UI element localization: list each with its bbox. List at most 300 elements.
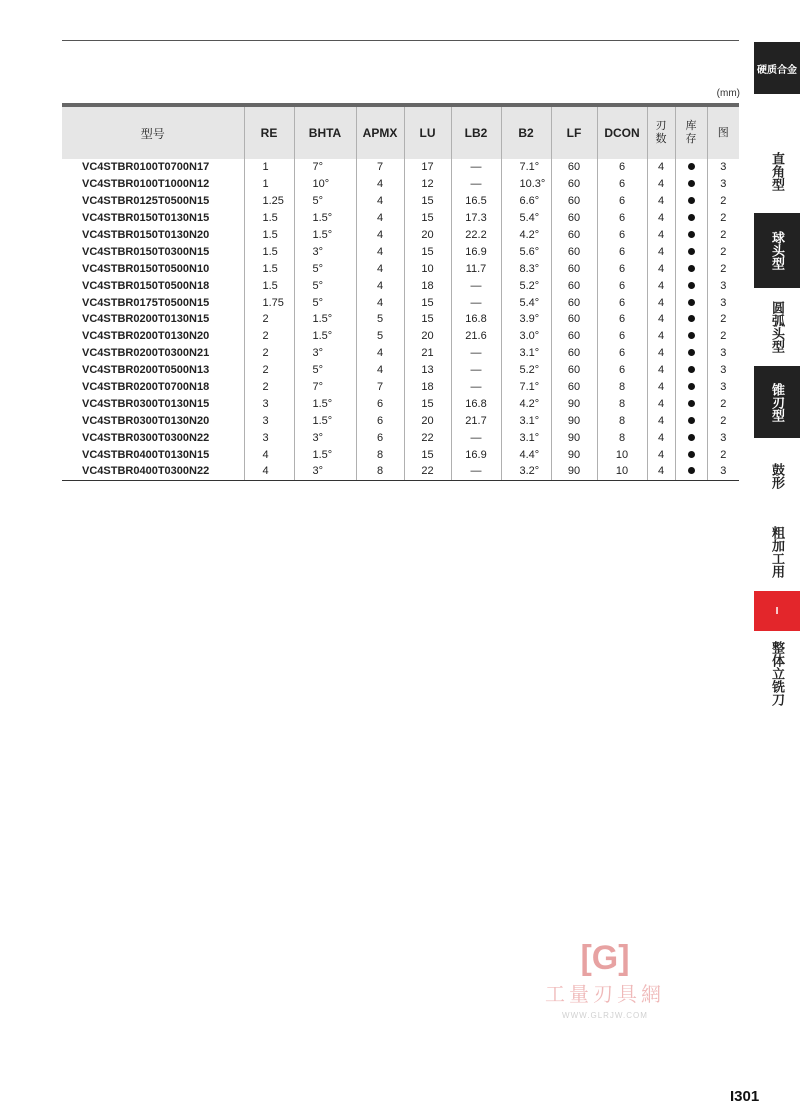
cell-lb2: 16.9 (451, 243, 501, 260)
cell-lu: 18 (404, 277, 451, 294)
cell-re: 1.5 (244, 260, 294, 277)
table-row (62, 176, 739, 193)
cell-lf: 60 (551, 159, 597, 176)
table-row (62, 243, 739, 260)
in-stock-dot-icon (688, 434, 695, 441)
watermark-url: WWW.GLRJW.COM (562, 1011, 648, 1020)
cell-lf: 90 (551, 412, 597, 429)
cell-figure: 3 (707, 345, 739, 362)
cell-lu: 18 (404, 379, 451, 396)
table-row (62, 294, 739, 311)
cell-dcon: 6 (597, 260, 647, 277)
cell-dcon: 6 (597, 193, 647, 210)
cell-lf: 60 (551, 362, 597, 379)
cell-lu: 15 (404, 311, 451, 328)
cell-lu: 15 (404, 210, 451, 227)
cell-flutes: 4 (647, 227, 675, 244)
cell-figure: 3 (707, 429, 739, 446)
cell-dcon: 10 (597, 446, 647, 463)
table-row (62, 328, 739, 345)
cell-b2: 4.2° (501, 395, 551, 412)
cell-lf: 60 (551, 345, 597, 362)
cell-dcon: 6 (597, 277, 647, 294)
side-tab-0[interactable] (754, 42, 800, 94)
cell-lb2: 16.8 (451, 395, 501, 412)
cell-bhta: 1.5° (294, 328, 356, 345)
cell-b2: 5.6° (501, 243, 551, 260)
cell-stock (675, 446, 707, 463)
cell-bhta: 7° (294, 159, 356, 176)
cell-dcon: 8 (597, 379, 647, 396)
cell-re: 3 (244, 395, 294, 412)
cell-lf: 60 (551, 311, 597, 328)
cell-bhta: 5° (294, 260, 356, 277)
in-stock-dot-icon (688, 197, 695, 204)
cell-b2: 5.4° (501, 294, 551, 311)
cell-model: VC4STBR0300T0300N22 (82, 431, 210, 444)
cell-dcon: 6 (597, 227, 647, 244)
cell-apmx: 4 (356, 193, 404, 210)
table-row (62, 277, 739, 294)
cell-lf: 60 (551, 193, 597, 210)
cell-lf: 90 (551, 395, 597, 412)
cell-flutes: 4 (647, 395, 675, 412)
cell-flutes: 4 (647, 345, 675, 362)
cell-b2: 6.6° (501, 193, 551, 210)
cell-re: 3 (244, 429, 294, 446)
cell-apmx: 4 (356, 243, 404, 260)
cell-bhta: 3° (294, 345, 356, 362)
cell-stock (675, 328, 707, 345)
side-tab-3[interactable] (754, 291, 800, 363)
cell-lb2: — (451, 294, 501, 311)
cell-lu: 22 (404, 463, 451, 480)
cell-b2: 3.0° (501, 328, 551, 345)
cell-re: 2 (244, 345, 294, 362)
cell-re: 4 (244, 463, 294, 480)
cell-lb2: 16.8 (451, 311, 501, 328)
cell-flutes: 4 (647, 311, 675, 328)
cell-b2: 8.3° (501, 260, 551, 277)
side-tab-label: 整体立铣刀 (770, 640, 785, 706)
cell-apmx: 6 (356, 412, 404, 429)
cell-flutes: 4 (647, 176, 675, 193)
table-row (62, 159, 739, 176)
cell-b2: 3.1° (501, 429, 551, 446)
side-tab-label: 粗加工用 (770, 525, 785, 578)
side-tab-label: 锥刃型 (770, 382, 785, 422)
cell-lu: 20 (404, 227, 451, 244)
table-row (62, 446, 739, 463)
cell-b2: 4.2° (501, 227, 551, 244)
watermark (535, 940, 675, 1020)
cell-model: VC4STBR0125T0500N15 (82, 195, 210, 208)
cell-figure: 3 (707, 277, 739, 294)
cell-dcon: 8 (597, 412, 647, 429)
cell-lu: 10 (404, 260, 451, 277)
cell-stock (675, 395, 707, 412)
cell-re: 1 (244, 159, 294, 176)
cell-dcon: 8 (597, 395, 647, 412)
cell-flutes: 4 (647, 159, 675, 176)
cell-dcon: 10 (597, 463, 647, 480)
cell-model: VC4STBR0100T0700N17 (82, 161, 210, 174)
in-stock-dot-icon (688, 163, 695, 170)
cell-lf: 60 (551, 260, 597, 277)
cell-b2: 3.1° (501, 345, 551, 362)
cell-flutes: 4 (647, 193, 675, 210)
cell-model: VC4STBR0150T0300N15 (82, 245, 210, 258)
cell-b2: 7.1° (501, 379, 551, 396)
cell-lf: 60 (551, 176, 597, 193)
cell-lf: 60 (551, 294, 597, 311)
cell-flutes: 4 (647, 294, 675, 311)
header-figure: 图 (707, 105, 739, 159)
spec-table (62, 103, 739, 481)
cell-b2: 3.2° (501, 463, 551, 480)
cell-lf: 60 (551, 210, 597, 227)
cell-flutes: 4 (647, 429, 675, 446)
watermark-name: 工量刃具網 (545, 984, 665, 1006)
cell-figure: 2 (707, 328, 739, 345)
cell-apmx: 4 (356, 176, 404, 193)
cell-figure: 2 (707, 243, 739, 260)
header-stock-text: 库 存 (685, 120, 697, 145)
cell-apmx: 4 (356, 260, 404, 277)
cell-figure: 2 (707, 395, 739, 412)
table-row (62, 260, 739, 277)
cell-stock (675, 159, 707, 176)
cell-model: VC4STBR0300T0130N20 (82, 414, 210, 427)
cell-lf: 90 (551, 429, 597, 446)
cell-bhta: 5° (294, 277, 356, 294)
cell-b2: 5.2° (501, 362, 551, 379)
side-tab-8[interactable] (754, 633, 800, 713)
side-tab-label: 圆弧头型 (770, 301, 785, 353)
cell-flutes: 4 (647, 412, 675, 429)
cell-dcon: 6 (597, 345, 647, 362)
table-row (62, 193, 739, 210)
header-stock (675, 105, 707, 159)
cell-stock (675, 176, 707, 193)
cell-lu: 20 (404, 412, 451, 429)
side-tab-label: 硬质合金 (757, 64, 797, 76)
cell-flutes: 4 (647, 243, 675, 260)
cell-stock (675, 412, 707, 429)
cell-re: 1 (244, 176, 294, 193)
header-lb2: LB2 (451, 105, 501, 159)
cell-dcon: 6 (597, 159, 647, 176)
cell-b2: 5.4° (501, 210, 551, 227)
table-row (62, 210, 739, 227)
cell-re: 1.75 (244, 294, 294, 311)
cell-figure: 3 (707, 362, 739, 379)
cell-re: 1.5 (244, 210, 294, 227)
table-row (62, 362, 739, 379)
cell-bhta: 3° (294, 243, 356, 260)
cell-dcon: 6 (597, 210, 647, 227)
cell-lu: 15 (404, 294, 451, 311)
cell-model: VC4STBR0200T0700N18 (82, 381, 210, 394)
in-stock-dot-icon (688, 180, 695, 187)
header-lf: LF (551, 105, 597, 159)
cell-stock (675, 463, 707, 480)
cell-re: 1.5 (244, 227, 294, 244)
cell-bhta: 5° (294, 294, 356, 311)
cell-stock (675, 260, 707, 277)
cell-stock (675, 243, 707, 260)
side-tab-2[interactable] (754, 213, 800, 288)
header-flutes (647, 105, 675, 159)
table-row (62, 429, 739, 446)
in-stock-dot-icon (688, 383, 695, 390)
cell-lf: 60 (551, 277, 597, 294)
table-row (62, 463, 739, 480)
cell-lu: 21 (404, 345, 451, 362)
cell-figure: 3 (707, 463, 739, 480)
in-stock-dot-icon (688, 417, 695, 424)
cell-figure: 2 (707, 311, 739, 328)
cell-model: VC4STBR0200T0130N15 (82, 313, 210, 326)
cell-re: 2 (244, 362, 294, 379)
cell-lb2: — (451, 429, 501, 446)
side-tab-1[interactable] (754, 132, 800, 210)
cell-re: 1.5 (244, 277, 294, 294)
in-stock-dot-icon (688, 366, 695, 373)
cell-stock (675, 345, 707, 362)
cell-model: VC4STBR0200T0300N21 (82, 347, 210, 360)
cell-dcon: 6 (597, 362, 647, 379)
top-rule (62, 40, 739, 41)
cell-figure: 2 (707, 412, 739, 429)
cell-lf: 90 (551, 463, 597, 480)
cell-lb2: 16.9 (451, 446, 501, 463)
cell-flutes: 4 (647, 328, 675, 345)
side-tab-label: 球头型 (770, 231, 785, 270)
cell-apmx: 5 (356, 328, 404, 345)
cell-re: 1.5 (244, 243, 294, 260)
cell-lu: 20 (404, 328, 451, 345)
cell-lb2: — (451, 345, 501, 362)
side-tab-5[interactable] (754, 441, 800, 511)
table-row (62, 395, 739, 412)
page-number: I301 (730, 1088, 760, 1105)
cell-model: VC4STBR0175T0500N15 (82, 296, 210, 309)
in-stock-dot-icon (688, 349, 695, 356)
cell-figure: 3 (707, 159, 739, 176)
cell-b2: 10.3° (501, 176, 551, 193)
header-dcon: DCON (597, 105, 647, 159)
cell-stock (675, 210, 707, 227)
cell-bhta: 3° (294, 429, 356, 446)
cell-model: VC4STBR0400T0130N15 (82, 448, 210, 461)
cell-model: VC4STBR0150T0500N18 (82, 279, 210, 292)
table-row (62, 345, 739, 362)
cell-re: 2 (244, 328, 294, 345)
cell-figure: 2 (707, 210, 739, 227)
cell-lf: 90 (551, 446, 597, 463)
cell-model: VC4STBR0200T0130N20 (82, 330, 210, 343)
in-stock-dot-icon (688, 332, 695, 339)
cell-lu: 22 (404, 429, 451, 446)
cell-flutes: 4 (647, 260, 675, 277)
side-tab-label: 直角型 (770, 151, 785, 191)
in-stock-dot-icon (688, 282, 695, 289)
cell-lf: 60 (551, 243, 597, 260)
cell-lf: 60 (551, 379, 597, 396)
side-tab-label: 鼓形 (770, 463, 785, 489)
cell-stock (675, 294, 707, 311)
in-stock-dot-icon (688, 315, 695, 322)
cell-model: VC4STBR0150T0130N15 (82, 212, 210, 225)
cell-bhta: 1.5° (294, 395, 356, 412)
cell-re: 1.25 (244, 193, 294, 210)
table-body (62, 159, 739, 480)
cell-lu: 15 (404, 243, 451, 260)
cell-model: VC4STBR0200T0500N13 (82, 364, 210, 377)
cell-apmx: 4 (356, 227, 404, 244)
cell-lb2: — (451, 176, 501, 193)
cell-dcon: 6 (597, 176, 647, 193)
cell-bhta: 5° (294, 193, 356, 210)
cell-flutes: 4 (647, 210, 675, 227)
cell-lb2: 11.7 (451, 260, 501, 277)
cell-stock (675, 362, 707, 379)
in-stock-dot-icon (688, 214, 695, 221)
cell-stock (675, 227, 707, 244)
in-stock-dot-icon (688, 248, 695, 255)
header-re: RE (244, 105, 294, 159)
cell-lb2: 21.7 (451, 412, 501, 429)
cell-lu: 17 (404, 159, 451, 176)
cell-apmx: 7 (356, 379, 404, 396)
cell-lf: 60 (551, 227, 597, 244)
cell-lb2: — (451, 362, 501, 379)
cell-model: VC4STBR0400T0300N22 (62, 463, 244, 480)
cell-b2: 3.9° (501, 311, 551, 328)
cell-re: 2 (244, 379, 294, 396)
cell-lb2: — (451, 277, 501, 294)
cell-bhta: 1.5° (294, 446, 356, 463)
cell-figure: 2 (707, 446, 739, 463)
cell-model: VC4STBR0150T0130N20 (82, 229, 210, 241)
cell-re: 3 (244, 412, 294, 429)
cell-apmx: 6 (356, 395, 404, 412)
cell-bhta: 10° (294, 176, 356, 193)
cell-b2: 5.2° (501, 277, 551, 294)
cell-lb2: 16.5 (451, 193, 501, 210)
cell-lb2: 22.2 (451, 227, 501, 244)
cell-b2: 3.1° (501, 412, 551, 429)
cell-stock (675, 193, 707, 210)
cell-lb2: — (451, 463, 501, 480)
cell-bhta: 1.5° (294, 412, 356, 429)
cell-figure: 3 (707, 176, 739, 193)
cell-apmx: 8 (356, 446, 404, 463)
cell-apmx: 4 (356, 362, 404, 379)
cell-apmx: 7 (356, 159, 404, 176)
cell-apmx: 4 (356, 277, 404, 294)
cell-model: VC4STBR0300T0130N15 (82, 397, 210, 410)
cell-model: VC4STBR0100T1000N12 (82, 178, 210, 191)
in-stock-dot-icon (688, 231, 695, 238)
cell-stock (675, 379, 707, 396)
cell-apmx: 4 (356, 345, 404, 362)
side-tab-label: I (775, 605, 779, 617)
table-row (62, 379, 739, 396)
cell-stock (675, 277, 707, 294)
in-stock-dot-icon (688, 467, 695, 474)
cell-bhta: 1.5° (294, 210, 356, 227)
cell-bhta: 1.5° (294, 311, 356, 328)
header-flutes-text: 刃 数 (655, 120, 667, 145)
table-row (62, 227, 739, 244)
side-tab-4[interactable] (754, 366, 800, 438)
cell-flutes: 4 (647, 379, 675, 396)
side-tab-7[interactable] (754, 591, 800, 631)
cell-apmx: 4 (356, 210, 404, 227)
cell-lu: 15 (404, 193, 451, 210)
cell-apmx: 4 (356, 294, 404, 311)
in-stock-dot-icon (688, 451, 695, 458)
cell-stock (675, 429, 707, 446)
cell-stock (675, 311, 707, 328)
cell-bhta: 3° (294, 463, 356, 480)
cell-re: 4 (244, 446, 294, 463)
cell-lb2: — (451, 159, 501, 176)
cell-model: VC4STBR0150T0500N10 (82, 262, 210, 275)
header-b2: B2 (501, 105, 551, 159)
header-model: 型号 (62, 105, 244, 159)
in-stock-dot-icon (688, 299, 695, 306)
cell-dcon: 8 (597, 429, 647, 446)
cell-figure: 2 (707, 193, 739, 210)
cell-apmx: 6 (356, 429, 404, 446)
header-bhta: BHTA (294, 105, 356, 159)
table-header-row (62, 105, 739, 159)
watermark-logo: [G] (580, 939, 630, 977)
cell-dcon: 6 (597, 243, 647, 260)
cell-lu: 13 (404, 362, 451, 379)
cell-lb2: — (451, 379, 501, 396)
cell-flutes: 4 (647, 446, 675, 463)
in-stock-dot-icon (688, 400, 695, 407)
cell-b2: 7.1° (501, 159, 551, 176)
cell-figure: 2 (707, 227, 739, 244)
cell-bhta: 7° (294, 379, 356, 396)
cell-apmx: 5 (356, 311, 404, 328)
cell-bhta: 5° (294, 362, 356, 379)
cell-lb2: 17.3 (451, 210, 501, 227)
cell-flutes: 4 (647, 463, 675, 480)
cell-lu: 15 (404, 446, 451, 463)
cell-apmx: 8 (356, 463, 404, 480)
cell-re: 2 (244, 311, 294, 328)
unit-label: (mm) (716, 88, 740, 99)
table-row (62, 311, 739, 328)
cell-dcon: 6 (597, 328, 647, 345)
cell-figure: 3 (707, 379, 739, 396)
cell-lu: 15 (404, 395, 451, 412)
in-stock-dot-icon (688, 265, 695, 272)
cell-lu: 12 (404, 176, 451, 193)
side-tab-6[interactable] (754, 514, 800, 589)
cell-flutes: 4 (647, 362, 675, 379)
cell-lf: 60 (551, 328, 597, 345)
cell-figure: 3 (707, 294, 739, 311)
header-lu: LU (404, 105, 451, 159)
cell-flutes: 4 (647, 277, 675, 294)
